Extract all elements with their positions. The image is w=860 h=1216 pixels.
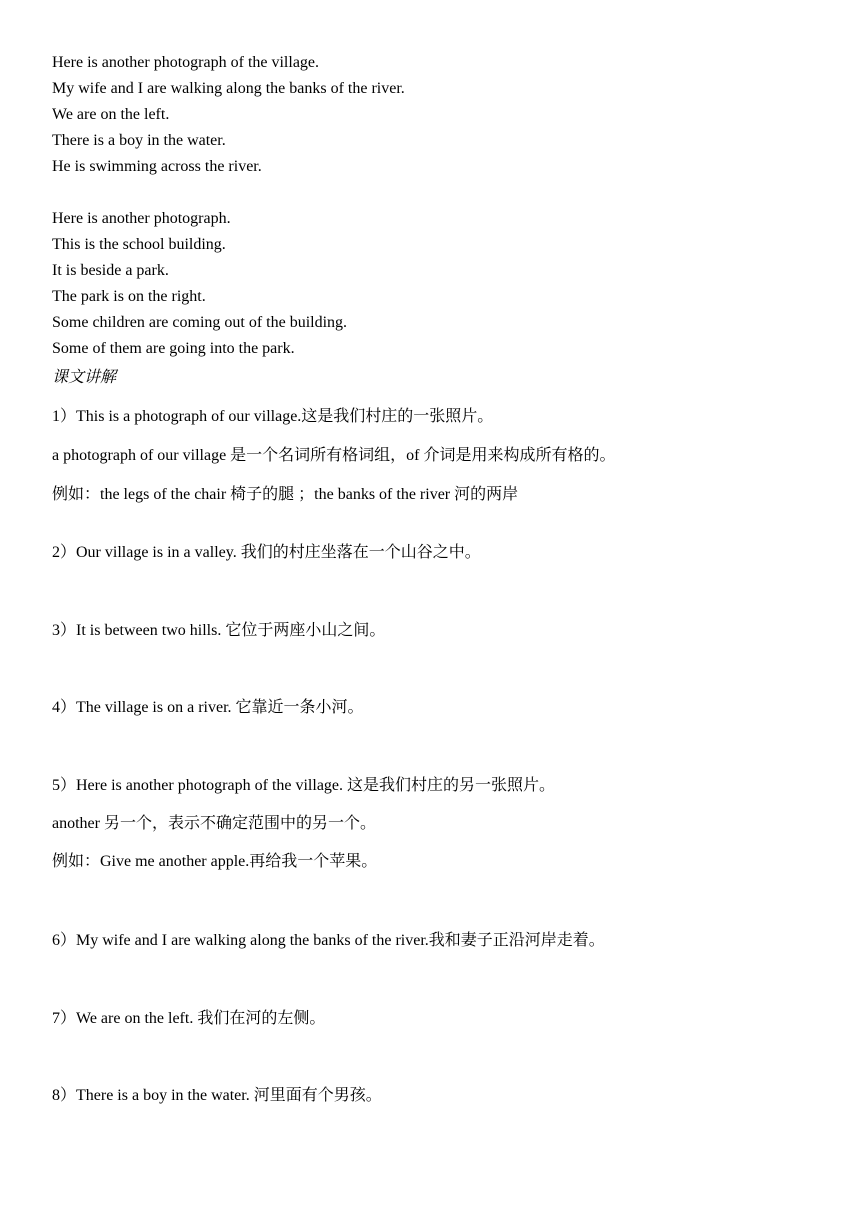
passage-line: Here is another photograph. <box>52 210 231 227</box>
explanation-sentence: 2）Our village is in a valley. 我们的村庄坐落在一个山谷之中。 <box>52 544 481 561</box>
passage-line: The park is on the right. <box>52 288 206 305</box>
explanation-note: another 另一个，表示不确定范围中的另一个。 <box>52 815 376 832</box>
explanation-example: 例如：Give me another apple.再给我一个苹果。 <box>52 853 378 870</box>
explanation-note: a photograph of our village 是一个名词所有格词组，of 介词是用来构成所有格的。 <box>52 447 616 464</box>
passage-line: This is the school building. <box>52 236 226 253</box>
passage-line: Here is another photograph of the village. <box>52 54 320 71</box>
explanation-sentence: 5）Here is another photograph of the village. 这是我们村庄的另一张照片。 <box>52 777 556 794</box>
explanation-sentence: 1）This is a photograph of our village.这是我们村庄的一张照片。 <box>52 408 494 425</box>
explanation-sentence: 3）It is between two hills. 它位于两座小山之间。 <box>52 622 386 639</box>
passage-line: He is swimming across the river. <box>52 158 262 175</box>
passage-line: Some of them are going into the park. <box>52 340 295 357</box>
explanation-example: 例如：the legs of the chair 椅子的腿 ；the banks of the river 河的两岸 <box>52 486 519 503</box>
passage-line: Some children are coming out of the building. <box>52 314 348 331</box>
passage-line: There is a boy in the water. <box>52 132 226 149</box>
section-heading: 课文讲解 <box>52 369 117 386</box>
passage-line: It is beside a park. <box>52 262 169 279</box>
passage-line: We are on the left. <box>52 106 170 123</box>
passage-line: My wife and I are walking along the banks of the river. <box>52 80 405 97</box>
explanation-sentence: 8）There is a boy in the water. 河里面有个男孩。 <box>52 1087 382 1104</box>
explanation-sentence: 4）The village is on a river. 它靠近一条小河。 <box>52 699 364 716</box>
explanation-sentence: 6）My wife and I are walking along the banks of the river.我和妻子正沿河岸走着。 <box>52 932 605 949</box>
explanation-sentence: 7）We are on the left. 我们在河的左侧。 <box>52 1010 326 1027</box>
